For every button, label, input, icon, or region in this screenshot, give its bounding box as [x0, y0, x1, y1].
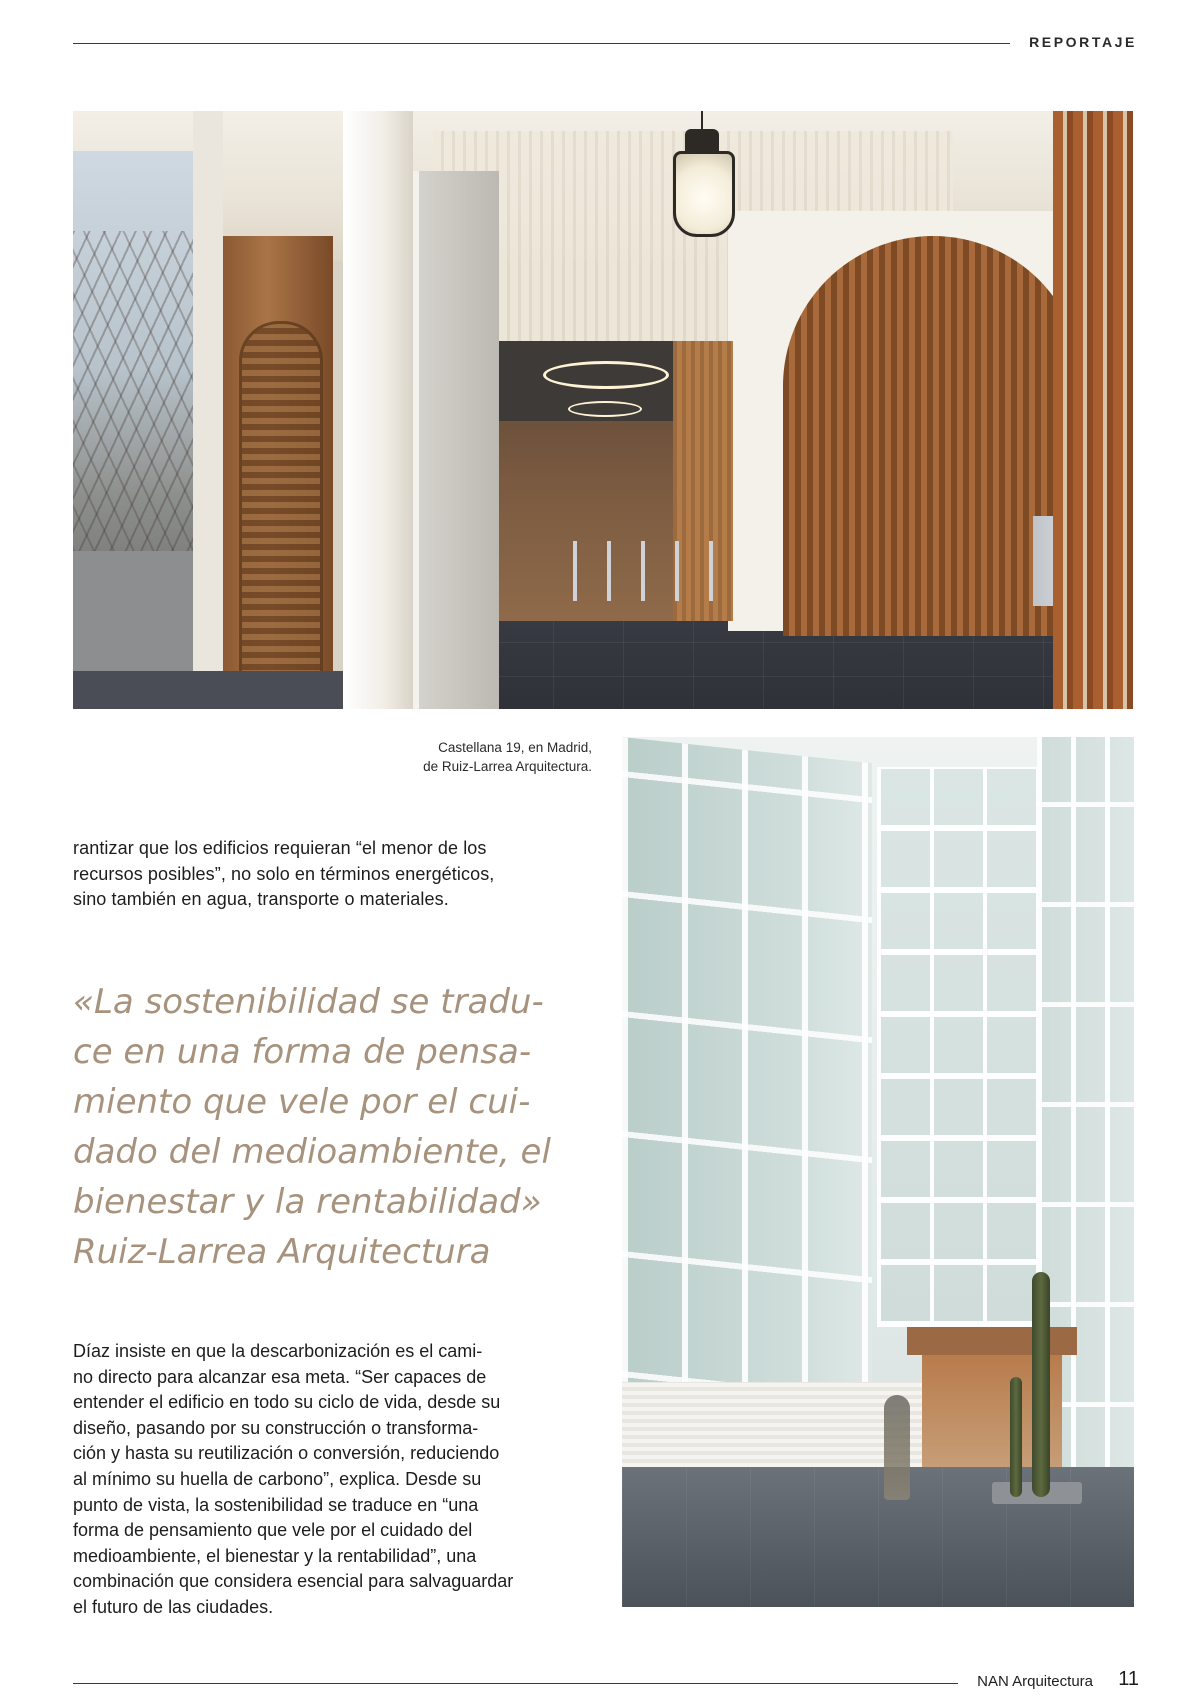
quote-line: ce en una forma de pensa- — [73, 1032, 532, 1072]
window-frame — [193, 111, 223, 709]
text-line: rantizar que los edificios requieran “el menor de los — [73, 838, 487, 858]
footer-rule — [73, 1683, 958, 1684]
glass-partition — [413, 171, 499, 709]
quote-line: «La sostenibilidad se tradu- — [73, 982, 544, 1022]
walking-person — [884, 1395, 910, 1500]
quote-line: dado del medioambiente, el — [73, 1132, 551, 1172]
lobby-photo — [73, 111, 1133, 709]
text-line: sino también en agua, transporte o materiales. — [73, 889, 449, 910]
text-line: diseño, pasando por su construcción o transforma- — [73, 1417, 479, 1438]
photo-caption — [423, 738, 592, 776]
body-paragraph — [73, 836, 593, 913]
lantern-icon — [673, 151, 735, 237]
ring-light-small — [568, 401, 642, 417]
text-line: medioambiente, el bienestar y la rentabilidad”, una — [73, 1545, 477, 1566]
text-line: combinación que considera esencial para salvaguardar — [73, 1571, 514, 1592]
text-line: al mínimo su huella de carbono”, explica. Desde su — [73, 1468, 482, 1489]
wooden-beam — [907, 1327, 1077, 1355]
text-line: entender el edificio en todo su ciclo de vida, desde su — [73, 1392, 501, 1413]
caption-line: Castellana 19, en Madrid, — [438, 740, 592, 755]
pull-quote — [73, 977, 613, 1277]
quote-line: miento que vele por el cui- — [73, 1082, 531, 1122]
quote-attribution: Ruiz-Larrea Arquitectura — [73, 1232, 491, 1272]
cypress-tree — [1032, 1272, 1050, 1497]
lantern-crown — [685, 129, 719, 153]
lantern-cord — [701, 111, 703, 131]
section-label: REPORTAJE — [1029, 34, 1137, 50]
white-pillar — [343, 111, 413, 709]
text-line: el futuro de las ciudades. — [73, 1596, 274, 1617]
caption-line: de Ruiz-Larrea Arquitectura. — [423, 759, 592, 774]
access-gates — [573, 541, 713, 601]
back-facade — [877, 767, 1037, 1327]
text-line: punto de vista, la sostenibilidad se traduce en “una — [73, 1494, 479, 1515]
atrium-photo — [622, 737, 1134, 1607]
header-rule — [73, 43, 1010, 44]
text-line: recursos posibles”, no solo en términos energéticos, — [73, 863, 495, 884]
text-line: ción y hasta su reutilización o conversión, reduciendo — [73, 1443, 500, 1464]
body-paragraph — [73, 1339, 593, 1621]
ring-light — [543, 361, 669, 389]
footer-brand: NAN Arquitectura — [977, 1673, 1093, 1690]
text-line: no directo para alcanzar esa meta. “Ser capaces de — [73, 1366, 487, 1387]
wood-slats — [1053, 111, 1133, 709]
quote-line: bienestar y la rentabilidad» — [73, 1182, 542, 1222]
door-carving — [239, 321, 323, 697]
text-line: forma de pensamiento que vele por el cuidado del — [73, 1520, 473, 1541]
text-line: Díaz insiste en que la descarbonización es el cami- — [73, 1341, 483, 1361]
cypress-tree — [1010, 1377, 1022, 1497]
page-number: 11 — [1118, 1668, 1139, 1690]
